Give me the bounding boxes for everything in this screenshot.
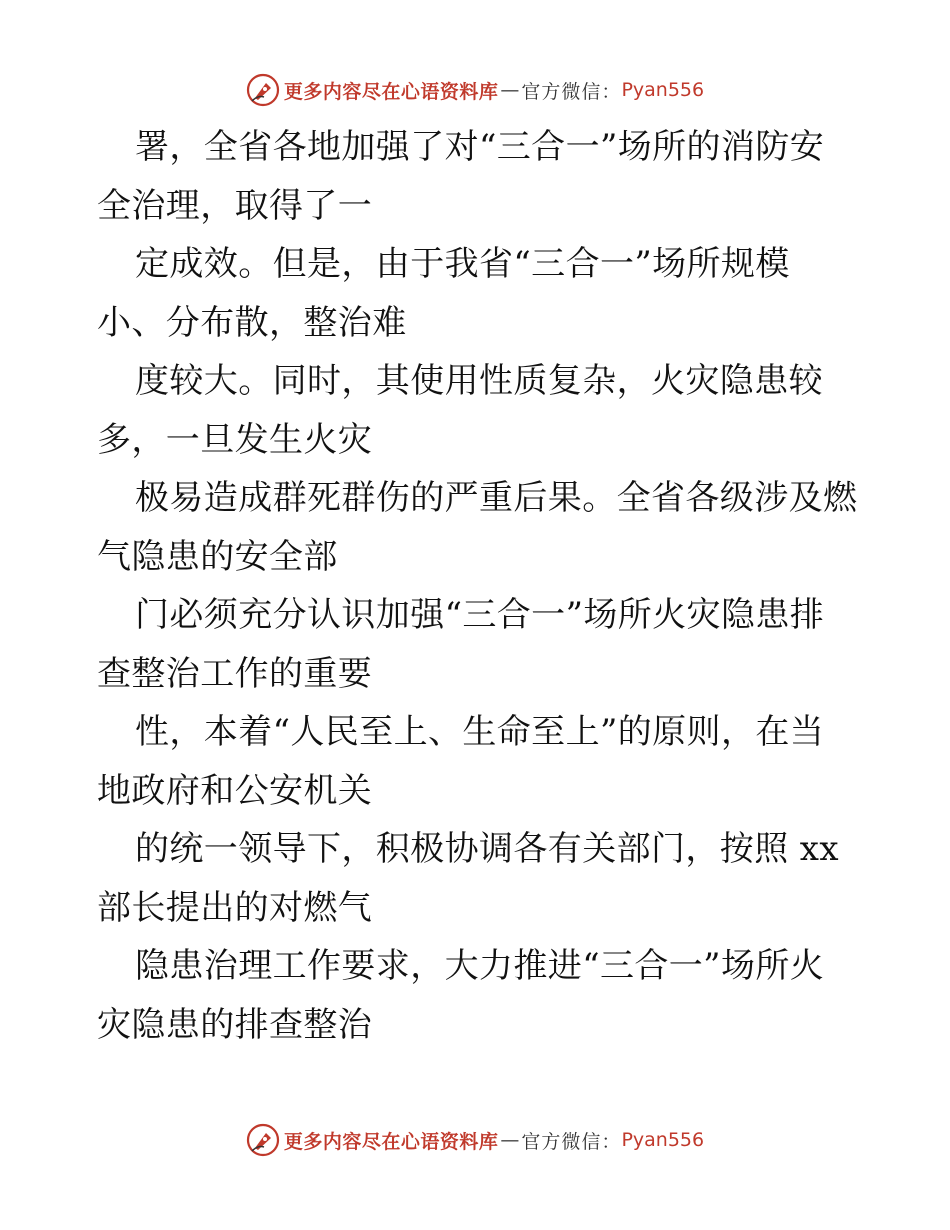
watermark-site-text: 更多内容尽在心语资料库: [283, 80, 499, 103]
watermark-wechat-id: Pyan556: [621, 79, 705, 101]
text-line: 多，一旦发生火灾: [97, 419, 373, 460]
watermark-wechat-label: 官方微信：: [521, 80, 622, 103]
text-line: 度较大。同时，其使用性质复杂，火灾隐患较: [135, 361, 823, 401]
watermark-wechat-label: 官方微信：: [521, 1130, 622, 1153]
watermark-wechat-id: Pyan556: [621, 1129, 705, 1151]
text-line: 门必须充分认识加强“三合一”场所火灾隐患排: [135, 595, 825, 635]
text-line: 极易造成群死群伤的严重后果。全省各级涉及燃: [135, 478, 858, 518]
header-watermark: [0, 72, 950, 108]
text-line: 部长提出的对燃气: [97, 887, 373, 928]
text-line: 的统一领导下，积极协调各有关部门，按照 xx: [135, 829, 839, 869]
text-line: 地政府和公安机关: [97, 770, 373, 811]
text-line: 全治理，取得了一: [97, 185, 373, 226]
text-line: 灾隐患的排查整治: [97, 1004, 373, 1045]
pen-nib-logo-icon: [246, 73, 280, 107]
footer-watermark: [0, 1122, 950, 1158]
watermark-dash: —: [500, 79, 520, 101]
text-line: 小、分布散，整治难: [97, 302, 407, 343]
text-line: 查整治工作的重要: [97, 653, 373, 694]
text-line: 署，全省各地加强了对“三合一”场所的消防安: [135, 127, 825, 167]
text-line: 隐患治理工作要求，大力推进“三合一”场所火: [135, 946, 825, 986]
watermark-dash: —: [500, 1129, 520, 1151]
text-line: 气隐患的安全部: [97, 536, 338, 577]
text-line: 定成效。但是，由于我省“三合一”场所规模: [135, 244, 790, 284]
pen-nib-logo-icon: [246, 1123, 280, 1157]
document-body: [97, 118, 857, 1054]
text-line: 性，本着“人民至上、生命至上”的原则，在当: [135, 712, 825, 752]
watermark-site-text: 更多内容尽在心语资料库: [283, 1130, 499, 1153]
